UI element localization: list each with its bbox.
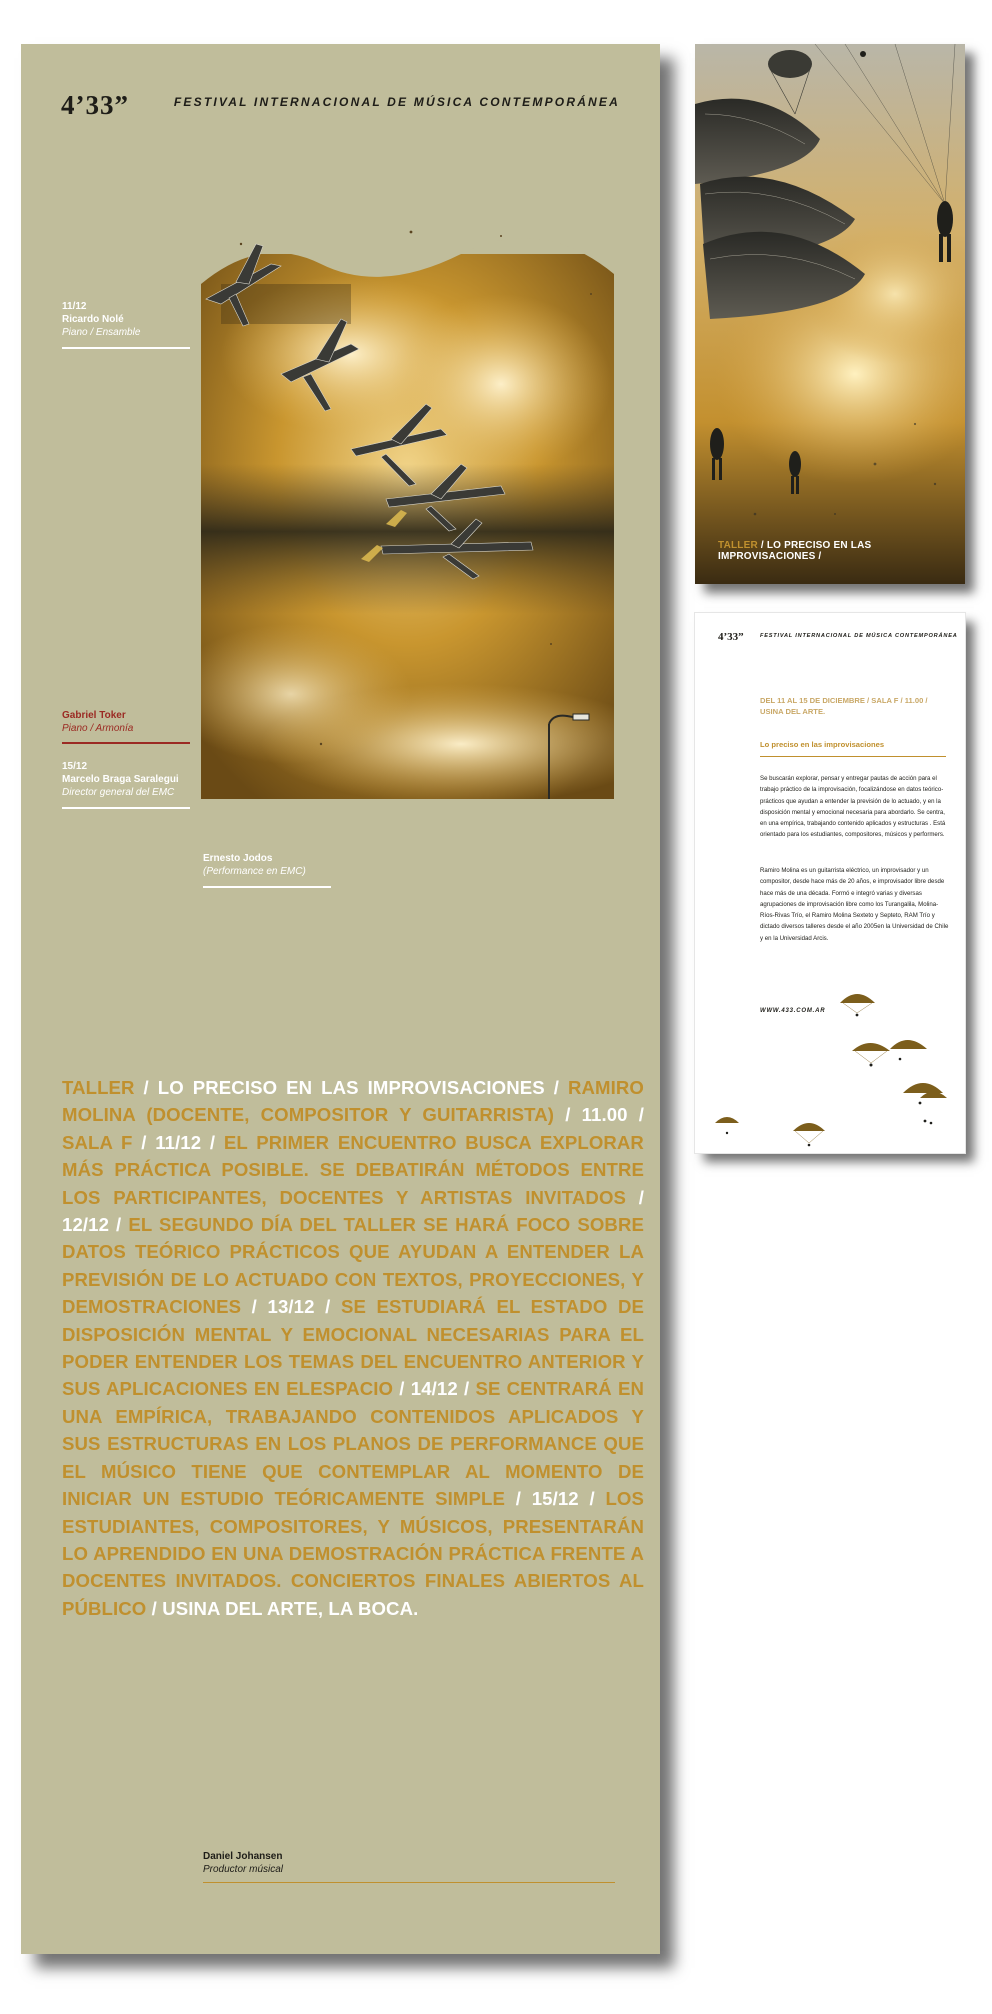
credit-date: 11/12 bbox=[62, 301, 87, 312]
main-poster bbox=[21, 44, 660, 1954]
text-separator: / bbox=[132, 1131, 156, 1153]
text-highlight: 12/12 bbox=[62, 1214, 110, 1236]
credit-role: Piano / Armonía bbox=[62, 723, 134, 734]
text-separator: / bbox=[109, 1214, 129, 1236]
credit-divider bbox=[62, 347, 190, 349]
credit-ricardo-nole bbox=[62, 300, 192, 345]
credit-name: Gabriel Toker bbox=[62, 710, 126, 721]
credit-name: Ernesto Jodos bbox=[203, 853, 273, 864]
credit-role: (Performance en EMC) bbox=[203, 866, 306, 877]
text-separator: / bbox=[504, 1488, 532, 1510]
caption-separator: / bbox=[757, 540, 767, 551]
workshop-paragraph: Se buscarán explorar, pensar y entregar pautas de acción para el trabajo práctico de la improvisación, focalizándose en datos teórico-prácticos que ayudan a entender la previsión de lo actuado, y en la disposición mental y emocional necesaria para abordarlo. Se centra, en una empírica, trabajando contenido aplicados y estructuras . Está orientado para los estudiantes, compositores, músicos y performers. bbox=[760, 775, 946, 839]
bio-paragraph: Ramiro Molina es un guitarrista eléctrico, un improvisador y un compositor, desde hace más de 20 años, e improvisador libre desde hace más de una década. Formó e integró varias y diversas agrupaciones de improvisación libre como los Turangalila, Molina-Ríos-Rivas Trío, el Ramiro Molina Sexteto y Septeto, RAM Trío y dictado diversos talleres desde el año 2005en la Universidad de Chile y en la Universidad Arcis. bbox=[760, 867, 949, 942]
text-separator: / bbox=[241, 1296, 268, 1318]
jets-illustration bbox=[201, 224, 614, 799]
festival-logo: 4’33” bbox=[61, 90, 129, 120]
text-separator: / bbox=[626, 1186, 644, 1208]
text-segment: RAMIRO MOLINA (DOCENTE, COMPOSITOR Y GUITARRISTA) bbox=[62, 1077, 644, 1126]
credit-divider bbox=[203, 886, 331, 888]
credit-role: Productor músical bbox=[203, 1864, 284, 1875]
event-dates: DEL 11 AL 15 DE DICIEMBRE / SALA F / 11.00 / USINA DEL ARTE. bbox=[760, 696, 928, 716]
credit-name: Daniel Johansen bbox=[203, 1851, 283, 1862]
credit-ernesto-jodos bbox=[203, 852, 343, 884]
text-separator: / bbox=[146, 1597, 163, 1619]
caption-title: LO PRECISO EN LAS IMPROVISACIONES / bbox=[718, 540, 872, 562]
text-separator: / bbox=[393, 1378, 411, 1400]
text-separator: / bbox=[578, 1488, 606, 1510]
text-separator: / bbox=[627, 1104, 644, 1126]
text-separator: / bbox=[457, 1378, 476, 1400]
credit-gabriel-toker bbox=[62, 709, 192, 741]
text-highlight: LO PRECISO EN LAS IMPROVISACIONES bbox=[157, 1077, 545, 1098]
text-separator: / bbox=[314, 1296, 341, 1318]
text-segment: LOS ESTUDIANTES, COMPOSITORES, Y MÚSICOS, PRESENTARÁN LO APRENDIDO EN UNA DEMOSTRACIÓN PRÁCTICA FRENTE A DOCENTES INVITADOS. CONCIERTOS FINALES ABIERTOS AL PÚBLICO bbox=[62, 1488, 644, 1619]
credit-divider bbox=[62, 742, 190, 744]
text-separator: / bbox=[201, 1131, 224, 1153]
subhead-divider bbox=[760, 756, 946, 757]
festival-title: FESTIVAL INTERNACIONAL DE MÚSICA CONTEMPORÁNEA bbox=[173, 95, 620, 109]
text-segment: TALLER bbox=[62, 1077, 135, 1098]
caption-label: TALLER bbox=[718, 540, 758, 551]
text-segment: EL SEGUNDO DÍA DEL TALLER SE HARÁ FOCO SOBRE DATOS TEÓRICO PRÁCTICOS QUE AYUDAN A ENTENDER LA PREVISIÓN DE LO ACTUADO CON TEXTOS, PROYECCIONES, Y DEMOSTRACIONES bbox=[62, 1214, 644, 1318]
workshop-subhead: Lo preciso en las improvisaciones bbox=[760, 740, 885, 749]
text-highlight: 11/12 bbox=[155, 1131, 202, 1153]
workshop-description bbox=[62, 1074, 644, 1622]
text-segment: EL PRIMER ENCUENTRO BUSCA EXPLORAR MÁS PRÁCTICA POSIBLE. SE DEBATIRÁN MÉTODOS ENTRE LOS PARTICIPANTES, DOCENTES Y ARTISTAS INVITADOS bbox=[62, 1131, 644, 1208]
credit-name: Ricardo Nolé bbox=[62, 314, 124, 325]
credit-role: Piano / Ensamble bbox=[62, 327, 141, 338]
mini-logo: 4’33” bbox=[718, 631, 744, 643]
panel-caption bbox=[718, 540, 965, 562]
credit-role: Director general del EMC bbox=[62, 787, 175, 798]
text-separator: / bbox=[544, 1077, 568, 1098]
footer-divider bbox=[203, 1882, 615, 1883]
jets-smoke-photo bbox=[201, 224, 614, 799]
text-highlight: USINA DEL ARTE, LA BOCA. bbox=[162, 1597, 419, 1619]
text-separator: / bbox=[134, 1077, 158, 1098]
info-page-panel bbox=[695, 613, 965, 1153]
credit-name: Marcelo Braga Saralegui bbox=[62, 774, 179, 785]
credit-divider bbox=[62, 807, 190, 809]
text-highlight: 14/12 bbox=[410, 1378, 458, 1400]
credit-marcelo-braga bbox=[62, 760, 222, 805]
text-highlight: 13/12 bbox=[267, 1296, 315, 1318]
credit-daniel-johansen bbox=[203, 1850, 363, 1882]
text-separator: / bbox=[554, 1104, 582, 1126]
mini-festival-title: FESTIVAL INTERNACIONAL DE MÚSICA CONTEMPORÁNEA bbox=[760, 633, 958, 639]
text-highlight: 11.00 bbox=[581, 1104, 628, 1126]
text-segment: SALA F bbox=[62, 1131, 133, 1153]
parachutes-photo-panel bbox=[695, 44, 965, 584]
mini-parachutes-illustration bbox=[695, 973, 965, 1153]
parachutes-illustration bbox=[695, 44, 965, 584]
website-url: WWW.433.COM.AR bbox=[760, 1008, 826, 1014]
text-segment: SE CENTRARÁ EN UNA EMPÍRICA, TRABAJANDO CONTENIDOS APLICADOS Y SUS ESTRUCTURAS EN LOS PLANOS DE PERFORMANCE QUE EL MÚSICO TIENE QUE CONTEMPLAR AL MOMENTO DE INICIAR UN ESTUDIO TEÓRICAMENTE SIMPLE bbox=[62, 1378, 644, 1510]
text-segment: SE ESTUDIARÁ EL ESTADO DE DISPOSICIÓN MENTAL Y EMOCIONAL NECESARIAS PARA EL PODER ENTENDER LOS TEMAS DEL ENCUENTRO ANTERIOR Y SUS APLICACIONES EN ELESPACIO bbox=[62, 1296, 644, 1400]
text-highlight: 15/12 bbox=[531, 1488, 579, 1510]
credit-date: 15/12 bbox=[62, 761, 88, 772]
